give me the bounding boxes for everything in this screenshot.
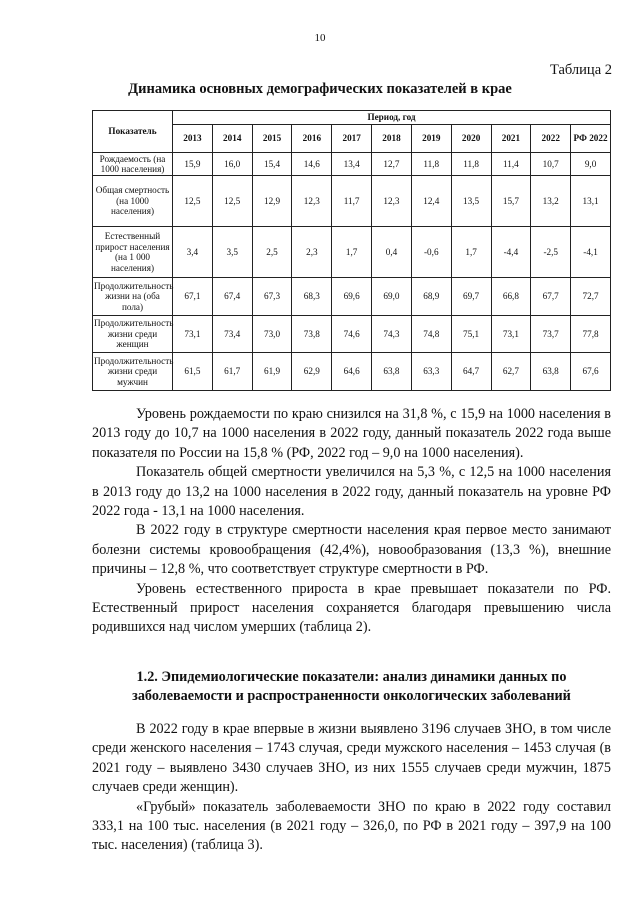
cell: 12,5 xyxy=(173,176,213,227)
cell: 73,8 xyxy=(292,316,332,353)
cell: 13,4 xyxy=(332,153,372,176)
year-header: 2019 xyxy=(411,125,451,153)
cell: 13,1 xyxy=(571,176,611,227)
paragraph: В 2022 году в структуре смертности населения края первое место занимают болезни системы кровообращения (42,4%), новообразования (13,3 %), внешние причины – 12,8 %, что соответствует структуре смертности в РФ. xyxy=(92,522,611,578)
paragraph: В 2022 году в крае впервые в жизни выявлено 3196 случаев ЗНО, в том числе среди женского населения – 1743 случая, среди мужского населения – 1453 случая (в 2021 году – выявлено 3430 случаев ЗНО, из них 1555 случаев среди мужчин, 1875 случаев среди женщин). xyxy=(92,721,611,796)
cell: 12,5 xyxy=(212,176,252,227)
cell: 73,0 xyxy=(252,316,292,353)
cell: 67,1 xyxy=(173,278,213,316)
table-row xyxy=(93,153,611,176)
cell: 1,7 xyxy=(332,227,372,278)
year-header: 2022 xyxy=(531,125,571,153)
cell: 72,7 xyxy=(571,278,611,316)
cell: 68,3 xyxy=(292,278,332,316)
cell: 73,4 xyxy=(212,316,252,353)
cell: 61,9 xyxy=(252,353,292,391)
cell: 0,4 xyxy=(372,227,412,278)
cell: 1,7 xyxy=(451,227,491,278)
table-row xyxy=(93,316,611,353)
cell: 62,9 xyxy=(292,353,332,391)
cell: 73,1 xyxy=(491,316,531,353)
text-block-demographics xyxy=(92,405,611,638)
cell: 62,7 xyxy=(491,353,531,391)
cell: 68,9 xyxy=(411,278,451,316)
year-header: 2016 xyxy=(292,125,332,153)
cell: 69,7 xyxy=(451,278,491,316)
row-label: Продолжительность жизни среди женщин xyxy=(93,316,173,353)
cell: 61,7 xyxy=(212,353,252,391)
cell: 12,3 xyxy=(292,176,332,227)
cell: 77,8 xyxy=(571,316,611,353)
text-block-epidemiology xyxy=(92,720,611,856)
page-number: 10 xyxy=(314,32,326,44)
cell: 73,1 xyxy=(173,316,213,353)
cell: 74,8 xyxy=(411,316,451,353)
cell: 75,1 xyxy=(451,316,491,353)
year-header: 2014 xyxy=(212,125,252,153)
cell: 15,4 xyxy=(252,153,292,176)
table-row xyxy=(93,353,611,391)
cell: 61,5 xyxy=(173,353,213,391)
row-label: Естественный прирост населения (на 1 000 населения) xyxy=(93,227,173,278)
table-row xyxy=(93,227,611,278)
cell: 67,6 xyxy=(571,353,611,391)
paragraph: Уровень рождаемости по краю снизился на 31,8 %, с 15,9 на 1000 населения в 2013 году до 10,7 на 1000 населения в 2022 году, данный показатель 2022 года выше показателя по России на 15,8 % (РФ, 2022 год – 9,0 на 1000 населения). xyxy=(92,406,611,461)
cell: -2,5 xyxy=(531,227,571,278)
cell: 63,8 xyxy=(531,353,571,391)
cell: 15,9 xyxy=(173,153,213,176)
cell: 69,6 xyxy=(332,278,372,316)
cell: 11,4 xyxy=(491,153,531,176)
cell: 67,4 xyxy=(212,278,252,316)
cell: 15,7 xyxy=(491,176,531,227)
year-header: 2013 xyxy=(173,125,213,153)
paragraph: Уровень естественного прироста в крае превышает показатели по РФ. Естественный прирост населения сохраняется благодаря превышению числа родившихся над числом умерших (таблица 2). xyxy=(92,580,611,636)
table-row xyxy=(93,176,611,227)
cell: -4,1 xyxy=(571,227,611,278)
row-label: Продолжительность жизни среди мужчин xyxy=(93,353,173,391)
table-label: Таблица 2 xyxy=(549,62,612,78)
demographics-table xyxy=(92,110,611,391)
row-label: Рождаемость (на 1000 населения) xyxy=(93,153,173,176)
period-header: Период, год xyxy=(173,111,611,125)
cell: 9,0 xyxy=(571,153,611,176)
cell: 2,5 xyxy=(252,227,292,278)
section-title: 1.2. Эпидемиологические показатели: анализ динамики данных по заболеваемости и распространенности онкологических заболеваний xyxy=(132,669,571,705)
cell: 13,5 xyxy=(451,176,491,227)
cell: 12,9 xyxy=(252,176,292,227)
table-row xyxy=(93,278,611,316)
cell: 3,4 xyxy=(173,227,213,278)
cell: 64,6 xyxy=(332,353,372,391)
cell: 11,8 xyxy=(411,153,451,176)
row-label: Продолжительность жизни на (оба пола) xyxy=(93,278,173,316)
cell: 12,3 xyxy=(372,176,412,227)
row-label: Общая смертность (на 1000 населения) xyxy=(93,176,173,227)
cell: 13,2 xyxy=(531,176,571,227)
cell: 11,7 xyxy=(332,176,372,227)
cell: 69,0 xyxy=(372,278,412,316)
cell: 63,3 xyxy=(411,353,451,391)
indicator-header: Показатель xyxy=(93,111,173,153)
cell: 12,7 xyxy=(372,153,412,176)
cell: 2,3 xyxy=(292,227,332,278)
rf-header: РФ 2022 xyxy=(571,125,611,153)
cell: -4,4 xyxy=(491,227,531,278)
cell: 10,7 xyxy=(531,153,571,176)
year-header: 2020 xyxy=(451,125,491,153)
cell: 74,3 xyxy=(372,316,412,353)
cell: 14,6 xyxy=(292,153,332,176)
cell: 12,4 xyxy=(411,176,451,227)
year-header: 2017 xyxy=(332,125,372,153)
cell: 66,8 xyxy=(491,278,531,316)
year-header: 2015 xyxy=(252,125,292,153)
cell: 16,0 xyxy=(212,153,252,176)
cell: 67,3 xyxy=(252,278,292,316)
year-header: 2021 xyxy=(491,125,531,153)
cell: 73,7 xyxy=(531,316,571,353)
cell: 74,6 xyxy=(332,316,372,353)
cell: 63,8 xyxy=(372,353,412,391)
paragraph: «Грубый» показатель заболеваемости ЗНО по краю в 2022 году составил 333,1 на 100 тыс. населения (в 2021 году – 326,0, по РФ в 2021 году – 397,9 на 100 тыс. населения) (таблица 3). xyxy=(92,798,611,854)
cell: 11,8 xyxy=(451,153,491,176)
cell: 64,7 xyxy=(451,353,491,391)
cell: -0,6 xyxy=(411,227,451,278)
cell: 3,5 xyxy=(212,227,252,278)
paragraph: Показатель общей смертности увеличился на 5,3 %, с 12,5 на 1000 населения в 2013 году до 13,2 на 1000 населения в 2022 году, данный показатель на уровне РФ 2022 года - 13,1 на 1000 населения. xyxy=(92,464,611,520)
table-title: Динамика основных демографических показателей в крае xyxy=(128,81,512,97)
cell: 67,7 xyxy=(531,278,571,316)
year-header: 2018 xyxy=(372,125,412,153)
